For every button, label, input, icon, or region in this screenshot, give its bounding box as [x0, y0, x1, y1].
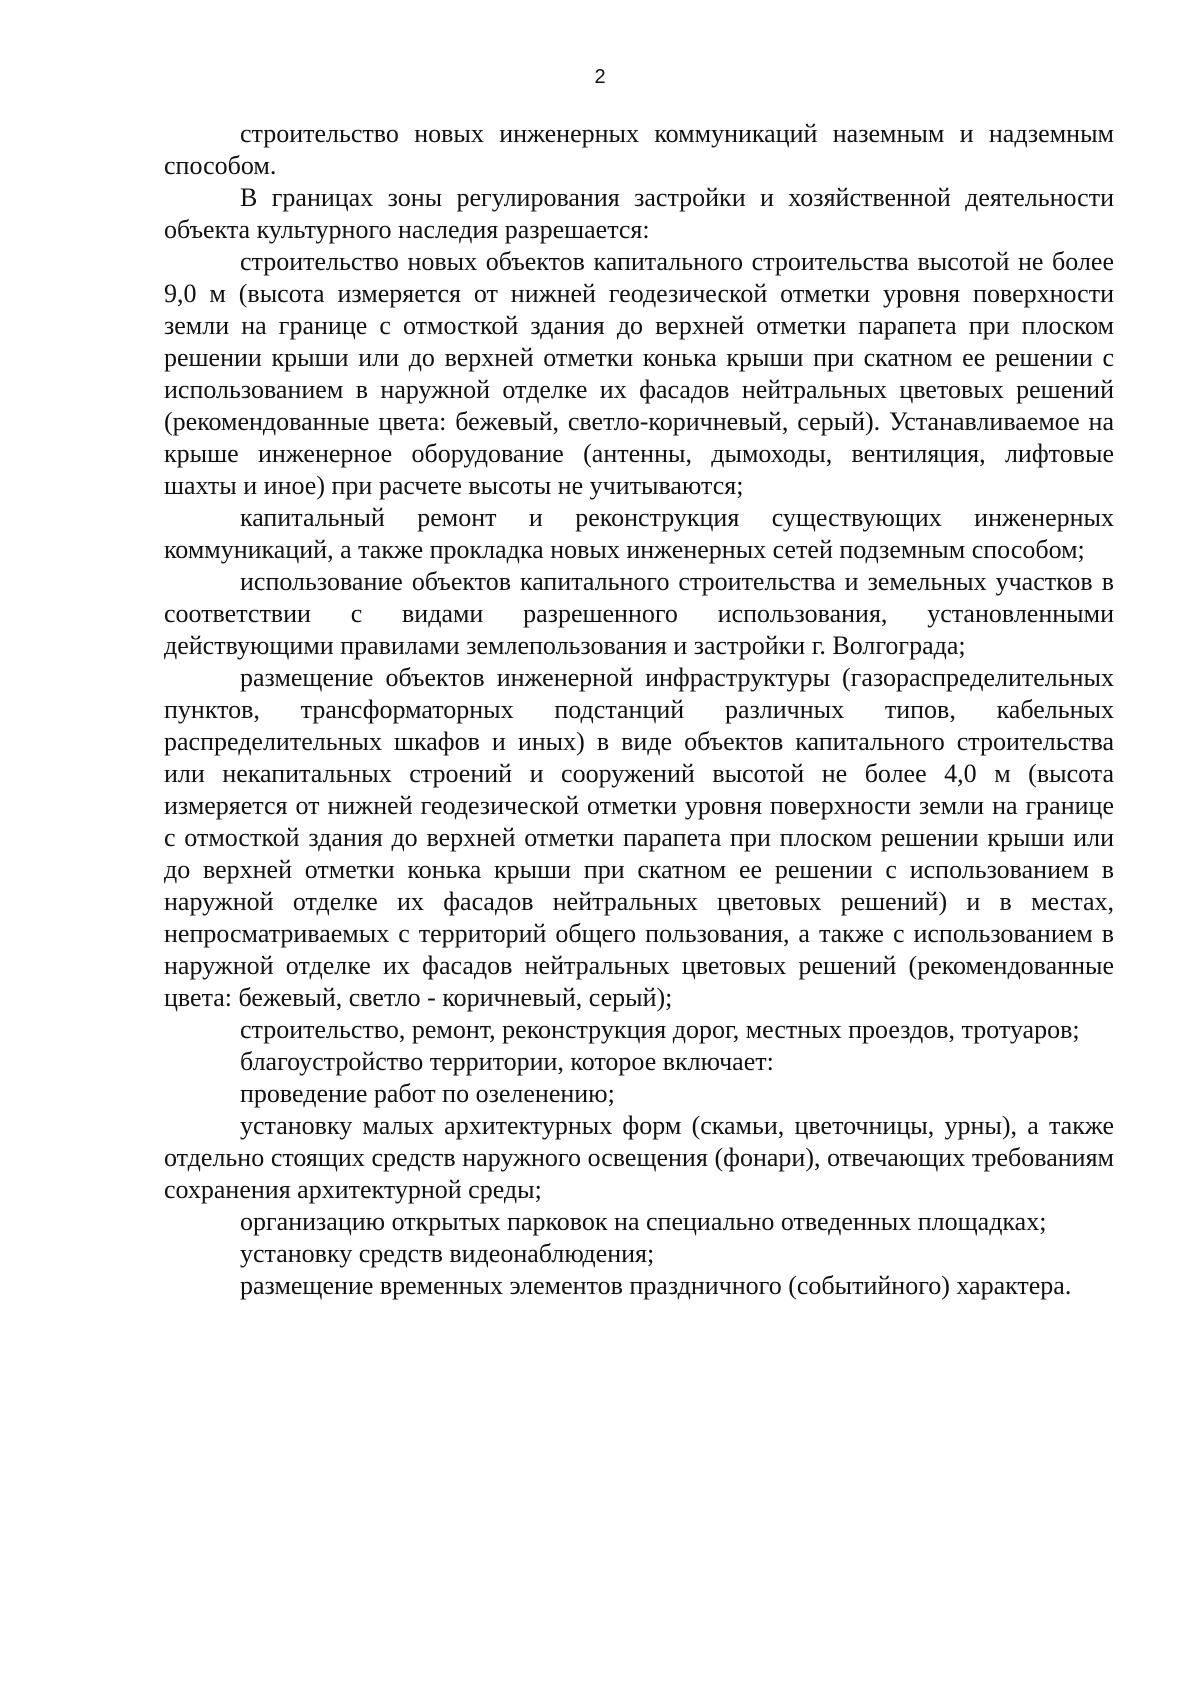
paragraph: капитальный ремонт и реконструкция существующих инженерных коммуникаций, а также прокладка новых инженерных сетей подземным способом; — [164, 503, 1114, 564]
paragraph: проведение работ по озеленению; — [240, 1079, 615, 1108]
paragraph: строительство новых объектов капитального строительства высотой не более 9,0 м (высота измеряется от нижней геодезической отметки уровня поверхности земли на границе с отмосткой здания до верхней отметки парапета при плоском решении крыши или до верхней отметки конька крыши при скатном ее решении с использованием в наружной отделке их фасадов нейтральных цветовых решений (рекомендованные цвета: бежевый, светло-коричневый, серый). Устанавливаемое на крыше инженерное оборудование (антенны, дымоходы, вентиляция, лифтовые шахты и иное) при расчете высоты не учитываются; — [164, 247, 1114, 500]
paragraph: благоустройство территории, которое включает: — [240, 1047, 774, 1076]
paragraph: использование объектов капитального строительства и земельных участков в соответствии с видами разрешенного использования, установленными действующими правилами землепользования и застройки г. Волгограда; — [164, 567, 1114, 660]
paragraph: установку малых архитектурных форм (скамьи, цветочницы, урны), а также отдельно стоящих средств наружного освещения (фонари), отвечающих требованиям сохранения архитектурной среды; — [164, 1111, 1114, 1204]
paragraph: В границах зоны регулирования застройки и хозяйственной деятельности объекта культурного наследия разрешается: — [164, 183, 1114, 244]
paragraph: размещение временных элементов праздничного (событийного) характера. — [240, 1271, 1072, 1300]
page-number: 2 — [594, 66, 606, 88]
paragraph: строительство новых инженерных коммуникаций наземным и надземным способом. — [164, 119, 1114, 180]
paragraph: установку средств видеонаблюдения; — [240, 1239, 655, 1268]
paragraph: размещение объектов инженерной инфраструктуры (газораспределительных пунктов, трансформаторных подстанций различных типов, кабельных распределительных шкафов и иных) в виде объектов капитального строительства или некапитальных строений и сооружений высотой не более 4,0 м (высота измеряется от нижней геодезической отметки уровня поверхности земли на границе с отмосткой здания до верхней отметки парапета при плоском решении крыши или до верхней отметки конька крыши при скатном ее решении с использованием в наружной отделке их фасадов нейтральных цветовых решений) и в местах, непросматриваемых с территорий общего пользования, а также с использованием в наружной отделке их фасадов нейтральных цветовых решений (рекомендованные цвета: бежевый, светло - коричневый, серый); — [164, 663, 1114, 1012]
paragraph: строительство, ремонт, реконструкция дорог, местных проездов, тротуаров; — [240, 1015, 1080, 1044]
paragraph: организацию открытых парковок на специально отведенных площадках; — [240, 1207, 1047, 1236]
document-body — [164, 118, 1114, 1302]
